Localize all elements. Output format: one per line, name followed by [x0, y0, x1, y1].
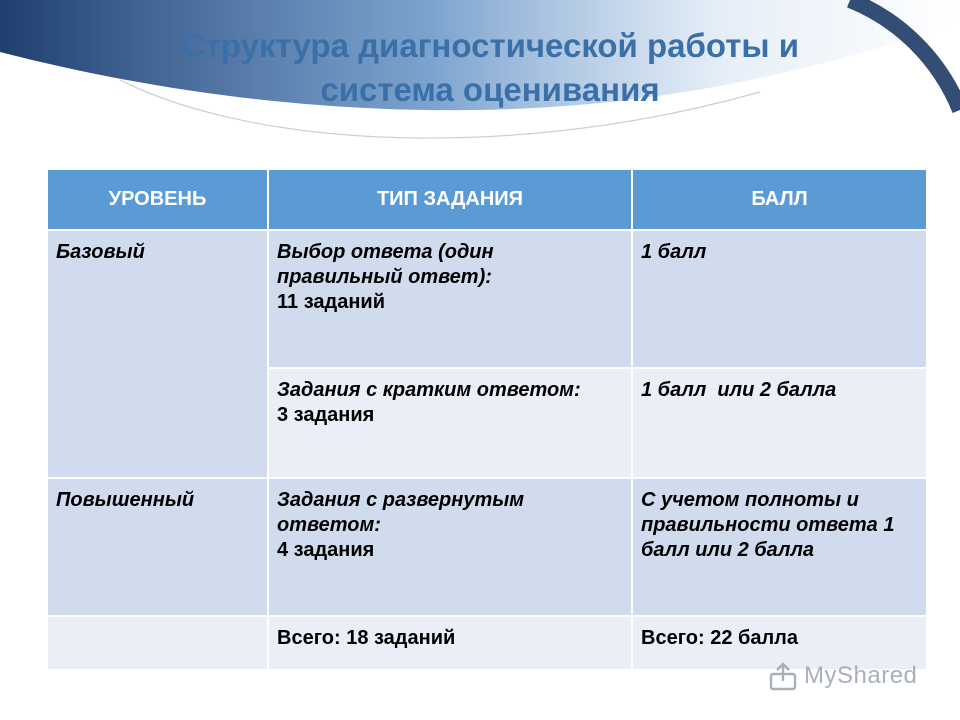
task-description: Задания с развернутым ответом:	[277, 489, 525, 536]
score-cell	[632, 478, 927, 616]
score-text: 1 балл	[641, 241, 707, 263]
total-tasks-cell	[268, 616, 632, 670]
task-count: 3 задания	[277, 404, 375, 426]
task-cell	[268, 478, 632, 616]
level-basic: Базовый	[56, 241, 145, 263]
table-row	[47, 230, 927, 368]
score-cell	[632, 368, 927, 478]
header-score: БАЛЛ	[632, 169, 927, 230]
header-task-type: ТИП ЗАДАНИЯ	[268, 169, 632, 230]
task-description: Задания с кратким ответом:	[277, 379, 581, 401]
title-line-1: Структура диагностической работы и	[180, 27, 800, 64]
task-cell	[268, 230, 632, 368]
slide-title	[60, 24, 920, 112]
task-count: 11 заданий	[277, 291, 385, 313]
score-text: 1 балл или 2 балла	[641, 379, 837, 401]
task-count: 4 задания	[277, 539, 375, 561]
watermark-text: MyShared	[804, 662, 918, 689]
total-tasks: Всего: 18 заданий	[277, 627, 456, 649]
task-description: Выбор ответа (один правильный ответ):	[277, 241, 494, 288]
assessment-structure-table	[46, 168, 928, 671]
score-text: С учетом полноты и правильности ответа 1 балл или 2 балла	[641, 489, 895, 561]
myshared-watermark	[768, 656, 928, 696]
level-advanced: Повышенный	[56, 489, 195, 511]
table-header-row	[47, 169, 927, 230]
level-cell	[47, 478, 268, 616]
title-line-2: система оценивания	[320, 71, 660, 108]
level-cell-empty	[47, 616, 268, 670]
table-row	[47, 478, 927, 616]
myshared-logo-icon	[768, 661, 798, 691]
task-cell	[268, 368, 632, 478]
total-score: Всего: 22 балла	[641, 627, 799, 649]
header-level: УРОВЕНЬ	[47, 169, 268, 230]
score-cell	[632, 230, 927, 368]
level-cell	[47, 230, 268, 478]
